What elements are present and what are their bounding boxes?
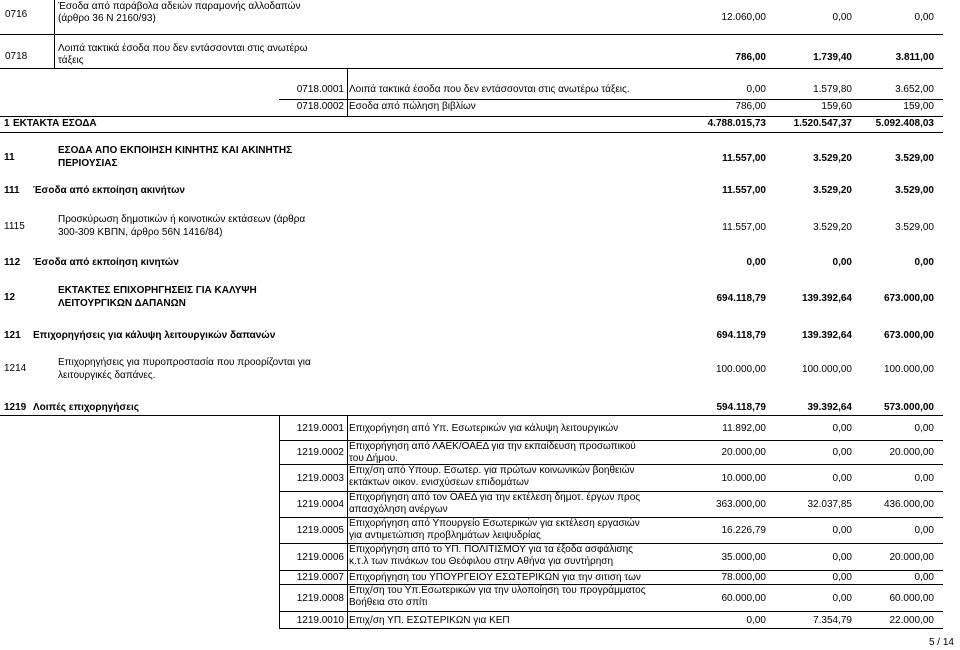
row-code: 0718 — [5, 51, 28, 62]
sub-description: Επιχ/ση από Υπουρ. Εσωτερ. για πρώτων κοινωνικών βοηθειών — [349, 465, 635, 476]
sub-description: απασχόληση ανέργων — [349, 504, 448, 515]
amount-col-3: 673.000,00 — [883, 330, 934, 341]
amount-col-3: 3.529,00 — [895, 185, 934, 196]
group-title: ΕΚΤΑΚΤΕΣ ΕΠΙΧΟΡΗΓΗΣΕΙΣ ΓΙΑ ΚΑΛΥΨΗ — [58, 285, 257, 296]
column-divider — [347, 68, 348, 116]
amount-col-1: 4.788.015,73 — [707, 118, 766, 129]
sub-description: Εσοδα από πώληση βιβλίων — [349, 101, 476, 112]
amount-col-1: 786,00 — [735, 52, 766, 63]
sub-code: 1219.0002 — [296, 447, 344, 458]
row-code: 0716 — [5, 9, 28, 20]
sub-description: κ.τ.λ των πινάκων του Θεόφιλου στην Αθήνα για συντήρηση — [349, 556, 614, 567]
row-description: Λοιπά τακτικά έσοδα που δεν εντάσσονται στις ανωτέρω — [58, 43, 308, 54]
row-description: 300-309 ΚΒΠΝ, άρθρο 56Ν 1416/84) — [58, 227, 223, 238]
amount-col-1: 694.118,79 — [716, 330, 766, 341]
group-code: 12 — [4, 292, 16, 303]
sub-description: Επιχ/ση ΥΠ. ΕΣΩΤΕΡΙΚΩΝ για ΚΕΠ — [349, 615, 510, 626]
amount-col-3: 3.529,00 — [895, 153, 934, 164]
sub-code: 1219.0006 — [296, 552, 344, 563]
sub-description: Επιχ/ση του Υπ.Εσωτερικών για την υλοποίηση του προγράμματος — [349, 585, 646, 596]
sub-description: του Δήμου. — [349, 453, 398, 464]
amount-col-2: 1.520.547,37 — [793, 118, 852, 129]
amount-col-1: 12.060,00 — [721, 12, 766, 23]
row-description: Προσκύρωση δημοτικών ή κοινοτικών εκτάσεων (άρθρα — [58, 214, 306, 225]
amount-col-3: 3.529,00 — [895, 222, 934, 233]
row-divider — [279, 99, 943, 100]
amount-col-1: 60.000,00 — [721, 593, 766, 604]
row-divider — [279, 628, 943, 629]
row-divider — [0, 34, 943, 35]
sub-description: για αντιμετώπιση προβλημάτων λειψυδρίας — [349, 530, 541, 541]
amount-col-2: 1.579,80 — [813, 84, 852, 95]
amount-col-2: 0,00 — [832, 423, 852, 434]
row-divider — [0, 415, 943, 416]
amount-col-2: 0,00 — [832, 593, 852, 604]
amount-col-2: 1.739,40 — [813, 52, 852, 63]
amount-col-3: 22.000,00 — [889, 615, 934, 626]
amount-col-1: 10.000,00 — [721, 473, 766, 484]
amount-col-3: 3.652,00 — [895, 84, 934, 95]
amount-col-1: 16.226,79 — [721, 525, 766, 536]
amount-col-3: 100.000,00 — [883, 364, 934, 375]
amount-col-1: 694.118,79 — [716, 293, 766, 304]
row-description: Λοιπές επιχορηγήσεις — [33, 402, 139, 413]
amount-col-3: 0,00 — [914, 473, 934, 484]
sub-description: Επιχορήγηση από τον ΟΑΕΔ για την εκτέλεση δημοτ. έργων προς — [349, 492, 641, 503]
sub-description: Λοιπά τακτικά έσοδα που δεν εντάσσονται στις ανωτέρω τάξεις. — [349, 84, 630, 95]
amount-col-1: 363.000,00 — [715, 499, 766, 510]
sub-description: Επιχορήγηση από Υπ. Εσωτερικών για κάλυψη λειτουργικών — [349, 423, 619, 434]
amount-col-1: 594.118,79 — [716, 402, 766, 413]
amount-col-3: 20.000,00 — [889, 447, 934, 458]
amount-col-3: 60.000,00 — [889, 593, 934, 604]
row-description: (άρθρο 36 Ν 2160/93) — [58, 13, 156, 24]
row-description: Επιχορηγήσεις για κάλυψη λειτουργικών δαπανών — [33, 330, 276, 341]
amount-col-2: 0,00 — [832, 447, 852, 458]
row-description: τάξεις — [58, 55, 84, 66]
amount-col-1: 11.892,00 — [722, 423, 766, 434]
row-divider — [279, 611, 943, 612]
amount-col-2: 39.392,64 — [807, 402, 852, 413]
amount-col-2: 0,00 — [832, 525, 852, 536]
amount-col-3: 436.000,00 — [883, 499, 934, 510]
amount-col-1: 20.000,00 — [721, 447, 766, 458]
amount-col-3: 159,00 — [903, 101, 934, 112]
section-code: 1 — [4, 118, 10, 129]
amount-col-1: 0,00 — [746, 84, 766, 95]
amount-col-3: 0,00 — [914, 423, 934, 434]
amount-col-3: 0,00 — [914, 257, 934, 268]
amount-col-3: 20.000,00 — [889, 552, 934, 563]
row-code: 1115 — [4, 221, 25, 232]
amount-col-1: 100.000,00 — [715, 364, 766, 375]
sub-code: 0718.0001 — [296, 84, 344, 95]
group-title: ΛΕΙΤΟΥΡΓΙΚΩΝ ΔΑΠΑΝΩΝ — [58, 298, 186, 309]
amount-col-3: 5.092.408,03 — [875, 118, 934, 129]
amount-col-2: 0,00 — [832, 473, 852, 484]
row-divider — [0, 132, 943, 133]
sub-description: εκτάκτων οικον. ενισχύσεων επιδομάτων — [349, 477, 529, 488]
row-code: 112 — [4, 257, 21, 268]
amount-col-1: 786,00 — [735, 101, 766, 112]
amount-col-3: 573.000,00 — [883, 402, 934, 413]
amount-col-2: 139.392,64 — [801, 330, 852, 341]
amount-col-2: 0,00 — [832, 572, 852, 583]
amount-col-2: 7.354,79 — [813, 615, 852, 626]
amount-col-2: 139.392,64 — [801, 293, 852, 304]
column-divider — [347, 416, 348, 628]
sub-code: 1219.0004 — [296, 499, 344, 510]
sub-code: 1219.0010 — [296, 615, 344, 626]
amount-col-3: 0,00 — [914, 572, 934, 583]
row-description: λειτουργικές δαπάνες. — [58, 370, 156, 381]
amount-col-2: 0,00 — [832, 552, 852, 563]
sub-code: 1219.0005 — [296, 525, 344, 536]
column-divider — [279, 416, 280, 628]
row-description: Έσοδα από εκποίηση ακινήτων — [33, 185, 185, 196]
row-code: 121 — [4, 330, 21, 341]
amount-col-2: 3.529,20 — [813, 153, 852, 164]
amount-col-1: 0,00 — [746, 615, 766, 626]
group-code: 11 — [4, 152, 15, 163]
row-code: 111 — [4, 185, 20, 196]
amount-col-1: 35.000,00 — [721, 552, 766, 563]
section-title: ΕΚΤΑΚΤΑ ΕΣΟΔΑ — [13, 118, 97, 129]
amount-col-3: 673.000,00 — [883, 293, 934, 304]
sub-description: Βοήθεια στο σπίτι — [349, 597, 428, 608]
sub-description: Επιχορήγηση από Υπουργείο Εσωτερικών για εκτέλεση εργασιών — [349, 518, 640, 529]
sub-code: 1219.0001 — [296, 423, 344, 434]
amount-col-1: 0,00 — [746, 257, 766, 268]
amount-col-2: 159,60 — [821, 101, 852, 112]
sub-code: 0718.0002 — [296, 101, 344, 112]
group-title: ΠΕΡΙΟΥΣΙΑΣ — [58, 158, 118, 169]
sub-description: Επιχορήγηση από ΛΑΕΚ/ΟΑΕΔ για την εκπαίδευση προσωπικού — [349, 441, 636, 452]
amount-col-1: 11.557,00 — [722, 222, 766, 233]
row-description: Επιχορηγήσεις για πυροπροστασία που προορίζονται για — [58, 357, 311, 368]
amount-col-2: 3.529,20 — [813, 185, 852, 196]
sub-code: 1219.0007 — [296, 572, 344, 583]
amount-col-3: 0,00 — [914, 12, 934, 23]
row-code: 1219 — [4, 402, 27, 413]
amount-col-1: 78.000,00 — [721, 572, 766, 583]
amount-col-2: 0,00 — [832, 12, 852, 23]
page-number: 5 / 14 — [928, 637, 954, 648]
amount-col-2: 100.000,00 — [801, 364, 852, 375]
amount-col-2: 0,00 — [832, 257, 852, 268]
row-code: 1214 — [4, 363, 27, 374]
row-divider — [0, 68, 943, 69]
sub-code: 1219.0003 — [296, 473, 344, 484]
amount-col-1: 11.557,00 — [722, 185, 766, 196]
row-description: Έσοδα από εκποίηση κινητών — [33, 257, 179, 268]
amount-col-3: 3.811,00 — [895, 52, 934, 63]
row-divider — [279, 570, 943, 571]
sub-description: Επιχορήγηση από το ΥΠ. ΠΟΛΙΤΙΣΜΟΥ για τα έξοδα ασφάλισης — [349, 544, 633, 555]
amount-col-1: 11.557,00 — [722, 153, 766, 164]
amount-col-2: 32.037,85 — [807, 499, 852, 510]
row-divider — [0, 116, 943, 117]
amount-col-2: 3.529,20 — [813, 222, 852, 233]
sub-description: Επιχορήγηση του ΥΠΟΥΡΓΕΙΟΥ ΕΣΩΤΕΡΙΚΩΝ για την σιτιση των — [349, 572, 641, 583]
sub-code: 1219.0008 — [296, 593, 344, 604]
group-title: ΕΣΟΔΑ ΑΠΟ ΕΚΠΟΙΗΣΗ ΚΙΝΗΤΗΣ ΚΑΙ ΑΚΙΝΗΤΗΣ — [58, 145, 293, 156]
row-description: Έσοδα από παράβολα αδειών παραμονής αλλοδαπών — [58, 1, 301, 12]
amount-col-3: 0,00 — [914, 525, 934, 536]
